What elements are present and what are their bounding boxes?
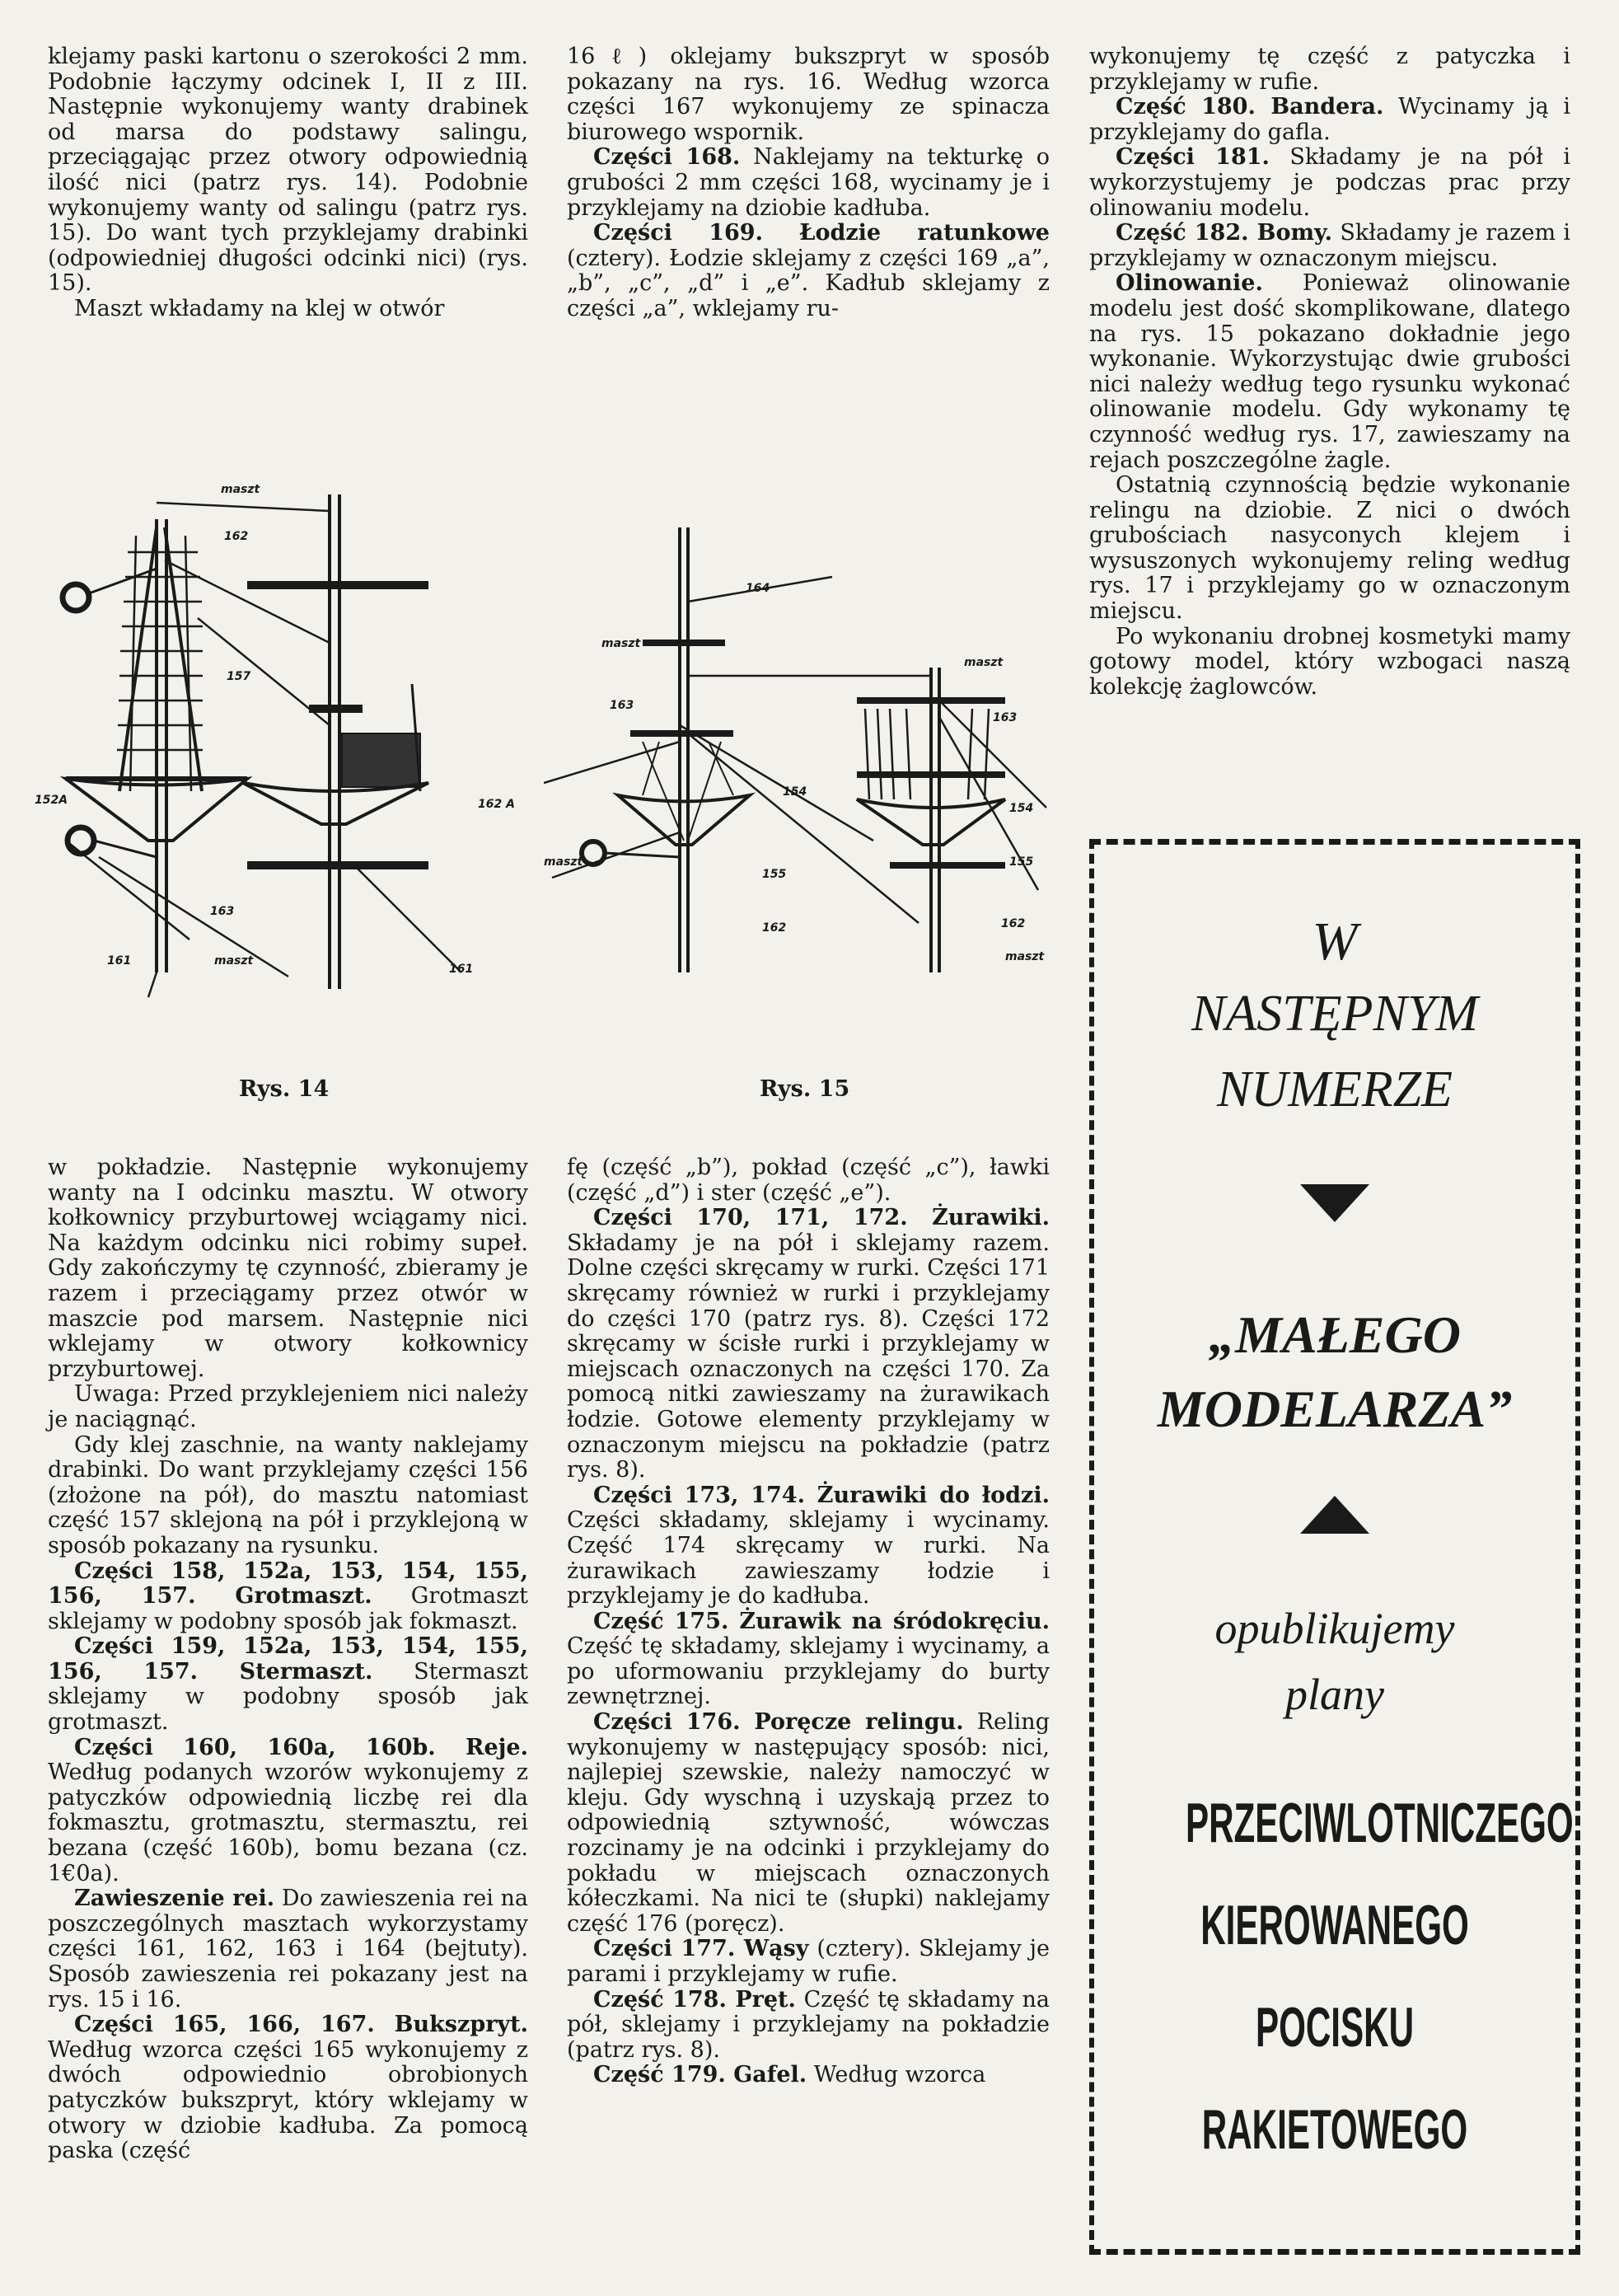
paragraph-text: Reling wykonujemy w następujący sposób: nici, najlepiej szewskie, należy namoczyć w kleju. Gdy wyschną i uzyskają przez to odpowiednią sztywność, wówczas rozcinamy je na odcinki i przyklejamy do pokładu w miejscach oznaczonych kółeczkami. Na nici te (słupki) naklejamy część 176 (poręcz). [567, 1709, 1050, 1937]
paragraph [1089, 221, 1570, 271]
paragraph-text: Stermaszt sklejamy w podobny sposób jak grotmaszt. [48, 1658, 528, 1736]
paragraph-heading: Części 177. Wąsy [593, 1936, 809, 1962]
paragraph [567, 1937, 1050, 1987]
paragraph [48, 1559, 528, 1635]
paragraph-text: w pokładzie. Następnie wykonujemy wanty na I odcinku masztu. W otwory kołkownicy przyburtowej wciągamy nici. Na każdym odcinku nici robimy supeł. Gdy zakończymy tę czynność, zbieramy je razem i przeciągamy przez otwór w maszcie pod marsem. Następnie nici wklejamy w otwory kołkownicy przyburtowej. [48, 1155, 528, 1382]
paragraph-text: (cztery). Sklejamy je parami i przyklejamy w rufie. [567, 1936, 1050, 1987]
paragraph [567, 45, 1050, 145]
paragraph [1089, 95, 1570, 145]
next-issue-w: W [1312, 911, 1358, 972]
paragraph [48, 1736, 528, 1887]
caption-rys-15: Rys. 15 [760, 1076, 850, 1102]
paragraph [1089, 271, 1570, 473]
label-155-b: 155 [1009, 855, 1034, 869]
paragraph-heading: Zawieszenie rei. [74, 1886, 275, 1912]
paragraph [567, 1710, 1050, 1937]
label-163-a: 163 [610, 699, 634, 712]
figure-rys-14 [33, 478, 519, 1005]
paragraph-heading: Części 159, 152a, 153, 154, 155, 156, 157. Stermaszt. [48, 1633, 528, 1685]
label-157: 157 [227, 670, 251, 683]
paragraph-heading: Części 176. Poręcze relingu. [593, 1709, 964, 1736]
paragraph-text: 16ℓ) oklejamy bukszpryt w sposób pokazany na rys. 16. Według wzorca części 167 wykonujemy ze spinacza biurowego wspornik. [567, 44, 1050, 145]
label-154-b: 154 [1009, 802, 1034, 815]
paragraph-text: Według wzorca części 165 wykonujemy z dwóch odpowiednio obrobionych patyczków bukszpryt, który wklejamy w otwory w dziobie kadłuba. Za pomocą paska (część [48, 2036, 528, 2164]
paragraph-text: Składamy je na pół i sklejamy razem. Dolne części skręcamy w rurki. Części 171 skręcamy również w rurki i przyklejamy do części 170 (patrz rys. 8). Części 172 skręcamy w ścisłe rurki i przyklejamy w miejscach oznaczonych na części 170. Za pomocą nitki zawieszamy na żurawikach łodzie. Gotowe elementy przyklejamy w oznaczonym miejscu na pokładzie (patrz rys. 8). [567, 1230, 1050, 1483]
paragraph-text: Część tę składamy, sklejamy i wycinamy, a po uformowaniu przyklejamy do burty zewnętrznej. [567, 1633, 1050, 1710]
paragraph-text: Części składamy, sklejamy i wycinamy. Część 174 skręcamy w rurki. Na żurawikach zawieszamy łodzie i przyklejamy je do kadłuba. [567, 1507, 1050, 1610]
paragraph-text: Składamy je razem i przyklejamy w oznaczonym miejscu. [1089, 220, 1571, 271]
triangle-up-icon [1300, 1496, 1369, 1534]
paragraph-heading: Część 180. Bandera. [1116, 94, 1384, 120]
paragraph [48, 1634, 528, 1735]
paragraph-heading: Części 158, 152a, 153, 154, 155, 156, 157. Grotmaszt. [48, 1558, 528, 1610]
paragraph-text: Wycinamy ją i przyklejamy do gafla. [1089, 94, 1570, 145]
paragraph [1089, 625, 1570, 701]
text-column-3-top [1089, 45, 1570, 700]
paragraph-text: klejamy paski kartonu o szerokości 2 mm. Podobnie łączymy odcinek I, II z III. Następnie wykonujemy wanty drabinek od marsa do podstawy salingu, przeciągając przez otwory odpowiednią ilość nici (patrz rys. 14). Podobnie wykonujemy wanty od salingu (patrz rys. 15). Do want tych przyklejamy drabinki (odpowiedniej długości odcinki nici) (rys. 15). [48, 44, 528, 297]
next-issue-line-3: POCISKU [1255, 1996, 1415, 2059]
paragraph [48, 2013, 528, 2164]
next-issue-box [1089, 839, 1580, 2255]
paragraph-text: Po wykonaniu drobnej kosmetyki mamy gotowy model, który wzbogaci naszą kolekcję żaglowców. [1089, 623, 1570, 700]
paragraph [567, 1610, 1050, 1710]
paragraph-heading: Części 169. Łodzie ratunkowe [593, 220, 1050, 246]
paragraph [48, 45, 528, 297]
paragraph [48, 1155, 528, 1382]
label-163: 163 [210, 905, 235, 918]
paragraph [48, 1433, 528, 1559]
paragraph-text: Grotmaszt sklejamy w podobny sposób jak fokmaszt. [48, 1583, 528, 1634]
next-issue-malego: „MAŁEGO [1209, 1305, 1461, 1364]
label-162a: 162 A [478, 798, 515, 811]
paragraph [1089, 145, 1570, 221]
paragraph-heading: Część 179. Gafel. [593, 2062, 807, 2088]
label-maszt-b: maszt [964, 656, 1004, 669]
paragraph-text: Ostatnią czynnością będzie wykonanie relingu na dziobie. Z nici o dwóch grubościach nasyconych klejem i wysuszonych wykonujemy reling według rys. 17 i przyklejamy go w oznaczonym miejscu. [1089, 472, 1570, 625]
paragraph [48, 297, 528, 322]
paragraph [567, 1155, 1050, 1206]
text-column-1-bottom [48, 1155, 528, 2164]
paragraph-text: Ponieważ olinowanie modelu jest dość skomplikowane, dlatego na rys. 15 pokazano dokładnie jego wykonanie. Wykorzystując dwie grubości nici należy według tego rysunku wykonać olinowanie modelu. Gdy wykonamy tę czynność według rys. 17, zawieszamy na rejach poszczególne żagle. [1089, 270, 1570, 473]
paragraph [567, 1206, 1050, 1483]
paragraph-text: Składamy je na pół i wykorzystujemy je podczas prac przy olinowaniu modelu. [1089, 144, 1571, 221]
paragraph-heading: Olinowanie. [1116, 270, 1263, 297]
paragraph-text: Uwaga: Przed przyklejeniem nici należy je naciągnąć. [48, 1381, 528, 1432]
next-issue-plany: plany [1285, 1670, 1384, 1719]
label-maszt: maszt [221, 483, 260, 496]
paragraph-heading: Części 165, 166, 167. Bukszpryt. [74, 2012, 528, 2038]
paragraph-text: wykonujemy tę część z patyczka i przyklejamy w rufie. [1089, 44, 1570, 95]
label-162: 162 [224, 530, 249, 543]
label-164: 164 [746, 582, 770, 595]
next-issue-opublikujemy: opublikujemy [1214, 1604, 1455, 1653]
figure-rys-15 [544, 511, 1071, 972]
paragraph [567, 145, 1050, 221]
paragraph-heading: Część 178. Pręt. [593, 1986, 796, 2013]
label-155-a: 155 [762, 868, 787, 881]
text-column-1-top [48, 45, 528, 322]
rigging-diagram-14 [33, 478, 519, 1005]
next-issue-line-1: PRZECIWLOTNICZEGO [1185, 1792, 1574, 1854]
label-161-left: 161 [107, 954, 132, 968]
paragraph [567, 2063, 1050, 2088]
rigging-diagram-15 [544, 511, 1071, 972]
label-maszt-a: maszt [601, 637, 641, 650]
paragraph-text: Według podanych wzorów wykonujemy z patyczków odpowiednią liczbę rei dla fokmasztu, grotmasztu, stermasztu, rei bezana (część 160b), bomu bezana (cz. 1€0a). [48, 1759, 528, 1886]
paragraph-text: Część tę składamy na pół, sklejamy i przyklejamy na pokładzie (patrz rys. 8). [567, 1986, 1050, 2063]
text-column-2-bottom [567, 1155, 1050, 2088]
next-issue-nastepnym: NASTĘPNYM [1191, 986, 1478, 1042]
paragraph [1089, 473, 1570, 625]
paragraph-text: Gdy klej zaschnie, na wanty naklejamy drabinki. Do want przyklejamy części 156 (złożone na pół), do masztu natomiast część 157 sklejoną na pół i przyklejoną w sposób pokazany na rysunku. [48, 1431, 528, 1558]
paragraph-heading: Części 170, 171, 172. Żurawiki. [593, 1205, 1050, 1231]
label-161-right: 161 [449, 963, 474, 976]
text-column-2-top [567, 45, 1050, 322]
paragraph [567, 1483, 1050, 1610]
paragraph [48, 1886, 528, 2013]
next-issue-line-2: KIEROWANEGO [1200, 1894, 1469, 1956]
paragraph-text: Naklejamy na tekturkę o grubości 2 mm części 168, wycinamy je i przyklejamy na dziobie kadłuba. [567, 144, 1050, 221]
paragraph-heading: Część 175. Żurawik na śródokręciu. [593, 1608, 1050, 1634]
paragraph [567, 221, 1050, 321]
next-issue-numerze: NUMERZE [1217, 1061, 1453, 1118]
paragraph-text: Do zawieszenia rei na poszczególnych masztach wykorzystamy części 161, 162, 163 i 164 (bejtuty). Sposób zawieszenia rei pokazany jest na rys. 15 i 16. [48, 1886, 528, 2013]
label-maszt-bottom: maszt [214, 954, 254, 968]
label-152a: 152A [35, 794, 68, 807]
paragraph-heading: Część 182. Bomy. [1116, 220, 1333, 246]
triangle-down-icon [1300, 1184, 1369, 1222]
paragraph-heading: Części 181. [1116, 144, 1270, 171]
next-issue-modelarza: MODELARZA” [1157, 1380, 1513, 1438]
paragraph-text: fę (część „b”), pokład (część „c”), ławki (część „d”) i ster (część „e”). [567, 1155, 1050, 1206]
paragraph [48, 1382, 528, 1432]
label-154-a: 154 [783, 785, 807, 799]
paragraph-text: (cztery). Łodzie sklejamy z części 169 „a”, „b”, „c”, „d” i „e”. Kadłub sklejamy z części „a”, wklejamy ru- [567, 245, 1050, 321]
label-maszt-c: maszt [544, 855, 583, 869]
paragraph-heading: Części 160, 160a, 160b. Reje. [74, 1734, 528, 1760]
paragraph-heading: Części 173, 174. Żurawiki do łodzi. [593, 1482, 1050, 1508]
paragraph [567, 1988, 1050, 2064]
label-maszt-d: maszt [1005, 950, 1045, 963]
paragraph-text: Według wzorca [807, 2062, 986, 2088]
paragraph [1089, 45, 1570, 95]
paragraph-heading: Części 168. [593, 144, 741, 171]
next-issue-line-4: RAKIETOWEGO [1201, 2098, 1468, 2161]
label-162-a: 162 [762, 921, 787, 935]
label-162-b: 162 [1001, 917, 1026, 930]
paragraph-text: Maszt wkładamy na klej w otwór [74, 295, 445, 321]
caption-rys-14: Rys. 14 [239, 1076, 330, 1102]
label-163-b: 163 [993, 711, 1018, 724]
